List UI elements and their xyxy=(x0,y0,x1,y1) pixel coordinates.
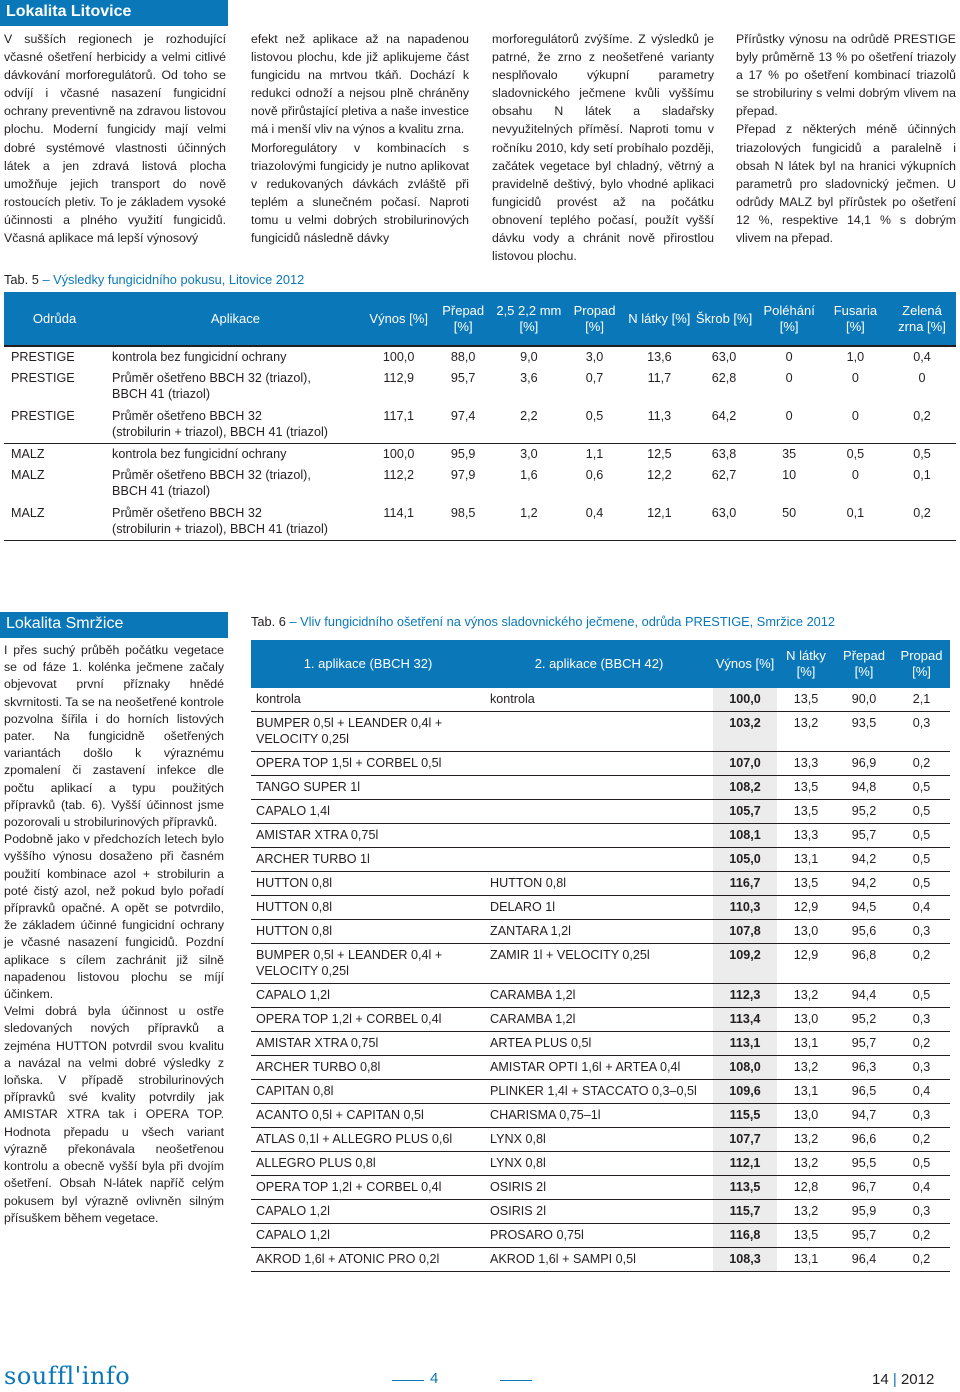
value-cell: 110,3 xyxy=(713,896,777,920)
value-cell: 0 xyxy=(785,371,793,386)
value-cell: 0,6 xyxy=(585,468,604,483)
value-cell: 117,1 xyxy=(383,408,414,423)
application-line: BBCH 41 (triazol) xyxy=(112,387,211,402)
second-application-cell: PLINKER 1,4l + STACCATO 0,3–0,5l xyxy=(485,1080,713,1104)
table-row xyxy=(251,872,950,896)
variety-cell: PRESTIGE xyxy=(4,346,105,368)
value-cell: 0,3 xyxy=(893,1104,950,1128)
value-cell: 108,2 xyxy=(713,776,777,800)
value-cell: 0,5 xyxy=(893,1152,950,1176)
value-cell: 62,8 xyxy=(711,371,737,386)
table-row xyxy=(251,1152,950,1176)
second-application-cell: AMISTAR OPTI 1,6l + ARTEA 0,4l xyxy=(485,1056,713,1080)
table-header: Zelená zrna [%] xyxy=(888,292,956,346)
value-cell: 0,4 xyxy=(893,896,950,920)
first-application-cell: AMISTAR XTRA 0,75l xyxy=(251,824,485,848)
first-application-cell: OPERA TOP 1,2l + CORBEL 0,4l xyxy=(251,1008,485,1032)
value-cell: 108,0 xyxy=(713,1056,777,1080)
value-cell: 94,7 xyxy=(835,1104,893,1128)
first-application-cell: HUTTON 0,8l xyxy=(251,872,485,896)
table-row xyxy=(251,896,950,920)
second-application-cell: OSIRIS 2l xyxy=(485,1200,713,1224)
value-cell: 0,5 xyxy=(893,848,950,872)
value-cell: 11,3 xyxy=(647,408,672,423)
value-cell: 0,2 xyxy=(888,503,956,541)
value-cell: 0 xyxy=(918,371,926,386)
value-cell: 13,3 xyxy=(777,752,835,776)
value-cell: 0,5 xyxy=(888,444,956,466)
paragraph: Velmi dobrá byla účinnost u ostře sledovaných nových přípravků a zejména HUTTON potvrdil svou kvalitu a navázal na velmi dobré výsledky z loňska. V případě strobilurinových přípravků své kvality potvrdily jak AMISTAR XTRA tak i OPERA TOP. Hodnota přepadu u všech variant výrazně překonávala neošetřenou kontrolu a obecně vyšší byla při dvojím ošetření. Obsah N-látek napříč celým pokusem byl výrazně ovlivněn silným přísuškem během vegetace. xyxy=(4,1004,224,1225)
value-cell: 0,2 xyxy=(893,752,950,776)
value-cell: 35 xyxy=(755,444,822,466)
table-header: Výnos [%] xyxy=(366,292,432,346)
value-cell: 0,5 xyxy=(585,408,604,423)
value-cell: 13,2 xyxy=(777,1152,835,1176)
value-cell: 1,2 xyxy=(495,503,563,541)
value-cell: 95,7 xyxy=(450,371,476,386)
value-cell: 100,0 xyxy=(366,444,432,466)
value-cell: 0,2 xyxy=(893,1224,950,1248)
value-cell: 1,0 xyxy=(823,346,888,368)
first-application-cell: ATLAS 0,1l + ALLEGRO PLUS 0,6l xyxy=(251,1128,485,1152)
caption-dash: – xyxy=(289,614,297,629)
first-application-cell: CAPALO 1,2l xyxy=(251,1224,485,1248)
first-application-cell: ARCHER TURBO 0,8l xyxy=(251,1056,485,1080)
table-row xyxy=(4,444,956,466)
value-cell: 13,2 xyxy=(777,984,835,1008)
value-cell: 96,4 xyxy=(835,1248,893,1272)
variety-cell: MALZ xyxy=(4,503,105,541)
second-application-cell xyxy=(485,800,713,824)
value-cell: 2,2 xyxy=(520,408,538,423)
first-application-cell: OPERA TOP 1,5l + CORBEL 0,5l xyxy=(251,752,485,776)
value-cell: 64,2 xyxy=(711,408,737,423)
value-cell: 0,3 xyxy=(893,920,950,944)
table5-caption xyxy=(4,272,304,287)
first-application-cell: ARCHER TURBO 1l xyxy=(251,848,485,872)
table-row xyxy=(251,824,950,848)
value-cell: 0 xyxy=(851,408,859,423)
application-cell xyxy=(105,465,366,502)
caption-text: Výsledky fungicidního pokusu, Litovice 2012 xyxy=(53,272,305,287)
value-cell: 109,2 xyxy=(713,944,777,984)
value-cell: 108,1 xyxy=(713,824,777,848)
value-cell: 2,1 xyxy=(893,688,950,712)
value-cell: 96,7 xyxy=(835,1176,893,1200)
value-cell: 94,4 xyxy=(835,984,893,1008)
value-cell: 113,1 xyxy=(713,1032,777,1056)
variety-cell: PRESTIGE xyxy=(11,408,75,423)
value-cell: 107,0 xyxy=(713,752,777,776)
application-line: (strobilurin + triazol), BBCH 41 (triazol) xyxy=(112,521,328,536)
value-cell: 0,2 xyxy=(913,408,931,423)
value-cell: 116,8 xyxy=(713,1224,777,1248)
second-application-cell: CARAMBA 1,2l xyxy=(485,984,713,1008)
table-header: Propad [%] xyxy=(893,640,950,688)
value-cell: 0 xyxy=(851,371,859,386)
table-header: Škrob [%] xyxy=(693,292,756,346)
value-cell: 95,6 xyxy=(835,920,893,944)
value-cell: 0,5 xyxy=(893,984,950,1008)
publisher-logo: souffl'info xyxy=(4,1362,131,1390)
value-cell: 107,8 xyxy=(713,920,777,944)
first-application-cell: AKROD 1,6l + ATONIC PRO 0,2l xyxy=(251,1248,485,1272)
value-cell: 3,0 xyxy=(495,444,563,466)
value-cell: 94,5 xyxy=(835,896,893,920)
table-row xyxy=(251,1056,950,1080)
value-cell: 95,7 xyxy=(835,824,893,848)
value-cell: 13,5 xyxy=(777,776,835,800)
issue-label: 14 | 2012 xyxy=(872,1371,935,1388)
paragraph: Morforegulátory v kombinacích s triazolovými fungicidy je nutno aplikovat v redukovaných dávkách zvláště při teplém a slunečném počasí. Naproti tomu u velmi dobrých strobilurinových fungicidů následně dávky xyxy=(251,140,469,246)
caption-text: Vliv fungicidního ošetření na výnos sladovnického ječmene, odrůda PRESTIGE, Smržice 2012 xyxy=(300,614,836,629)
value-cell: 116,7 xyxy=(713,872,777,896)
second-application-cell: CARAMBA 1,2l xyxy=(485,1008,713,1032)
first-application-cell: ACANTO 0,5l + CAPITAN 0,5l xyxy=(251,1104,485,1128)
first-application-cell: HUTTON 0,8l xyxy=(251,920,485,944)
table-header: Přepad [%] xyxy=(835,640,893,688)
table-header: 2. aplikace (BBCH 42) xyxy=(485,640,713,688)
value-cell: 0 xyxy=(851,468,859,483)
paragraph: efekt než aplikace až na napadenou listovou plochu, kde již aplikujeme část fungicidu na mrtvou tkáň. Dochází k redukci odnoží a nejsou plně chráněny nově přirůstající pletiva a naše investice má i menší vliv na výnos a kvalitu zrna. xyxy=(251,32,469,137)
page-number: 4 xyxy=(430,1370,439,1387)
second-application-cell: LYNX 0,8l xyxy=(485,1152,713,1176)
value-cell: 105,7 xyxy=(713,800,777,824)
value-cell: 90,0 xyxy=(835,688,893,712)
value-cell: 10 xyxy=(782,468,797,483)
table-row xyxy=(251,712,950,752)
paragraph: morforegulátorů zvýšíme. Z výsledků je patrné, že zrno z neošetřené varianty nesplňovalo výkupní parametry sladovnického ječmene kvůli vyššímu obsahu N látek a sladařsky nevyužitelných příměsí. Naproti tomu v ročníku 2010, kdy setí probíhalo později, začátek vegetace byl chladný, větrný a pravidelně deštivý, bylo vhodné aplikaci fungicidů provést až na počátku obnovení teplého počasí, použít vyšší dávku vody a chránit nově přirostlou listovou plochu. xyxy=(492,32,714,264)
application-cell xyxy=(105,368,366,405)
table-row xyxy=(251,1032,950,1056)
value-cell: 108,3 xyxy=(713,1248,777,1272)
value-cell: 13,1 xyxy=(777,1080,835,1104)
value-cell: 13,5 xyxy=(777,688,835,712)
table-row xyxy=(251,1104,950,1128)
table-row xyxy=(251,776,950,800)
first-application-cell: AMISTAR XTRA 0,75l xyxy=(251,1032,485,1056)
paragraph: I přes suchý průběh počátku vegetace se od fáze 1. kolénka ječmene začaly objevovat první příznaky hnědé skvrnitosti. Ta se na neošetřené kontrole pozvolna šířila i do horních listových pater. Na fungicidně ošetřených variantách došlo k výraznému zpomalení či zastavení infekce dle počtu aplikací a typu použitých přípravků (tab. 6). Vyšší účinnost jsme pozorovali u strobilurinových přípravků. xyxy=(4,643,224,830)
value-cell: 115,5 xyxy=(713,1104,777,1128)
value-cell: 95,7 xyxy=(835,1224,893,1248)
table-row xyxy=(251,1080,950,1104)
table-row xyxy=(251,984,950,1008)
value-cell: 11,7 xyxy=(647,371,672,386)
value-cell: 100,0 xyxy=(713,688,777,712)
application-line: BBCH 41 (triazol) xyxy=(112,484,211,499)
value-cell: 0,2 xyxy=(893,1248,950,1272)
value-cell: 13,2 xyxy=(777,1056,835,1080)
table-row xyxy=(251,1176,950,1200)
caption-number: Tab. 6 xyxy=(251,614,286,629)
second-application-cell: ARTEA PLUS 0,5l xyxy=(485,1032,713,1056)
value-cell: 112,3 xyxy=(713,984,777,1008)
value-cell: 95,9 xyxy=(432,444,495,466)
application-line: Průměr ošetřeno BBCH 32 xyxy=(112,408,262,423)
table-header: 1. aplikace (BBCH 32) xyxy=(251,640,485,688)
value-cell: 13,5 xyxy=(777,800,835,824)
table-row xyxy=(251,1248,950,1272)
value-cell: 88,0 xyxy=(432,346,495,368)
table-header: Aplikace xyxy=(105,292,366,346)
value-cell: 115,7 xyxy=(713,1200,777,1224)
value-cell: 0 xyxy=(785,408,793,423)
value-cell: 0,3 xyxy=(893,712,950,752)
issue-year: 2012 xyxy=(900,1371,935,1388)
paragraph: Přírůstky výnosu na odrůdě PRESTIGE byly průměrně 13 % po ošetření triazoly a 17 % po ošetření kombinací triazolů se strobiluriny s velmi dobrým vlivem na přepad. xyxy=(736,32,956,119)
divider xyxy=(500,1380,532,1381)
value-cell: 50 xyxy=(755,503,822,541)
second-application-cell: PROSARO 0,75l xyxy=(485,1224,713,1248)
value-cell: 0,5 xyxy=(893,872,950,896)
paragraph: Podobně jako v předchozích letech bylo vyššího výnosu dosaženo při časném použití kombinace azol + strobilurin a poté čistý azol, než pokud bylo pořadí přípravků opačné. A opět se potvrdilo, že základem účinné fungicidní ochrany je včasné nasazení fungicidů. Pozdní aplikace s cílem zachránit již silně napadenou listovou plochu se míjí účinkem. xyxy=(4,832,224,1002)
text-column-smrzice xyxy=(4,642,224,1227)
value-cell: 96,6 xyxy=(835,1128,893,1152)
value-cell: 0,5 xyxy=(893,824,950,848)
application-cell xyxy=(105,444,366,466)
value-cell: 12,9 xyxy=(777,944,835,984)
value-cell: 113,5 xyxy=(713,1176,777,1200)
value-cell: 0,5 xyxy=(893,800,950,824)
table-header: Fusaria [%] xyxy=(823,292,888,346)
table-header: N látky [%] xyxy=(777,640,835,688)
table-row xyxy=(251,1008,950,1032)
table-header: Výnos [%] xyxy=(713,640,777,688)
value-cell: 114,1 xyxy=(366,503,432,541)
value-cell: 13,2 xyxy=(777,1200,835,1224)
value-cell: 13,3 xyxy=(777,824,835,848)
value-cell: 0,7 xyxy=(585,371,604,386)
table-row xyxy=(251,920,950,944)
value-cell: 13,2 xyxy=(777,1128,835,1152)
value-cell: 3,6 xyxy=(520,371,538,386)
first-application-cell: CAPALO 1,4l xyxy=(251,800,485,824)
value-cell: 13,0 xyxy=(777,920,835,944)
value-cell: 95,2 xyxy=(835,1008,893,1032)
second-application-cell: kontrola xyxy=(485,688,713,712)
application-cell xyxy=(105,406,366,444)
table-row xyxy=(4,503,956,541)
value-cell: 98,5 xyxy=(432,503,495,541)
value-cell: 0,2 xyxy=(893,944,950,984)
caption-number: Tab. 5 xyxy=(4,272,39,287)
value-cell: 105,0 xyxy=(713,848,777,872)
first-application-cell: HUTTON 0,8l xyxy=(251,896,485,920)
value-cell: 1,6 xyxy=(520,468,538,483)
table-header: N látky [%] xyxy=(626,292,692,346)
value-cell: 63,8 xyxy=(693,444,756,466)
value-cell: 94,8 xyxy=(835,776,893,800)
value-cell: 13,1 xyxy=(777,1032,835,1056)
variety-cell: PRESTIGE xyxy=(11,371,75,386)
second-application-cell: HUTTON 0,8l xyxy=(485,872,713,896)
text-column-3 xyxy=(492,30,714,265)
value-cell: 112,1 xyxy=(713,1152,777,1176)
value-cell: 0,1 xyxy=(913,468,931,483)
value-cell: 94,2 xyxy=(835,848,893,872)
value-cell: 0,4 xyxy=(888,346,956,368)
paragraph: Přepad z některých méně účinných triazolových fungicidů a paralelně i obsah N látek byl na hranici výkupních parametrů pro sladovnický ječmen. U odrůdy MALZ byl přírůstek po ošetření 12 %, respektive 14,1 % s dobrým vlivem na přepad. xyxy=(736,122,956,246)
table-row xyxy=(251,800,950,824)
application-line: Průměr ošetřeno BBCH 32 (triazol), xyxy=(112,371,311,386)
text-column-4 xyxy=(736,30,956,247)
value-cell: 107,7 xyxy=(713,1128,777,1152)
second-application-cell xyxy=(485,712,713,752)
value-cell: 1,1 xyxy=(563,444,626,466)
first-application-cell: kontrola xyxy=(251,688,485,712)
value-cell: 112,9 xyxy=(383,371,414,386)
value-cell: 0 xyxy=(755,346,822,368)
application-cell xyxy=(105,503,366,541)
value-cell: 100,0 xyxy=(366,346,432,368)
second-application-cell: ZAMIR 1l + VELOCITY 0,25l xyxy=(485,944,713,984)
first-application-cell: OPERA TOP 1,2l + CORBEL 0,4l xyxy=(251,1176,485,1200)
value-cell: 0,5 xyxy=(823,444,888,466)
first-application-cell: CAPALO 1,2l xyxy=(251,984,485,1008)
value-cell: 13,1 xyxy=(777,1248,835,1272)
paragraph: V sušších regionech je rozhodující včasné ošetření herbicidy a velmi citlivé dávkování morforegulátorů. Od toho se odvíjí i včasné nasazení fungicidní ochrany preventivně na zdravou listovou plochu. Moderní fungicidy mají velmi dobré systémové vlastnosti účinných látek a jen zdravá listová plocha umožňuje jejich transport do nově rostoucích pletiv. To je základem vysoké účinnosti a plného využití fungicidů. Včasná aplikace má lepší výnosový xyxy=(4,32,226,246)
value-cell: 94,2 xyxy=(835,872,893,896)
divider xyxy=(392,1380,424,1381)
value-cell: 13,2 xyxy=(777,712,835,752)
first-application-cell: ALLEGRO PLUS 0,8l xyxy=(251,1152,485,1176)
value-cell: 12,5 xyxy=(626,444,692,466)
table-row xyxy=(251,688,950,712)
application-cell xyxy=(105,346,366,368)
value-cell: 95,2 xyxy=(835,800,893,824)
table-header: Přepad [%] xyxy=(432,292,495,346)
application-line: Průměr ošetřeno BBCH 32 xyxy=(112,505,262,520)
application-line: (strobilurin + triazol), BBCH 41 (triazol) xyxy=(112,424,328,439)
issue-number: 14 xyxy=(872,1371,889,1388)
value-cell: 109,6 xyxy=(713,1080,777,1104)
second-application-cell: AKROD 1,6l + SAMPI 0,5l xyxy=(485,1248,713,1272)
value-cell: 9,0 xyxy=(495,346,563,368)
value-cell: 0,4 xyxy=(893,1176,950,1200)
value-cell: 97,4 xyxy=(450,408,476,423)
value-cell: 62,7 xyxy=(711,468,737,483)
first-application-cell: CAPITAN 0,8l xyxy=(251,1080,485,1104)
table-row xyxy=(251,848,950,872)
value-cell: 0,4 xyxy=(893,1080,950,1104)
table-header: 2,5 2,2 mm [%] xyxy=(495,292,563,346)
table-row xyxy=(251,1200,950,1224)
value-cell: 112,2 xyxy=(383,468,414,483)
value-cell: 103,2 xyxy=(713,712,777,752)
value-cell: 95,9 xyxy=(835,1200,893,1224)
value-cell: 12,8 xyxy=(777,1176,835,1200)
second-application-cell xyxy=(485,824,713,848)
value-cell: 95,5 xyxy=(835,1152,893,1176)
value-cell: 13,5 xyxy=(777,872,835,896)
table-row xyxy=(4,346,956,368)
text-column-1 xyxy=(4,30,226,247)
second-application-cell: ZANTARA 1,2l xyxy=(485,920,713,944)
value-cell: 63,0 xyxy=(693,346,756,368)
second-application-cell: LYNX 0,8l xyxy=(485,1128,713,1152)
section-title-smrzice: Lokalita Smržice xyxy=(0,612,228,638)
value-cell: 13,0 xyxy=(777,1008,835,1032)
application-line: kontrola bez fungicidní ochrany xyxy=(112,447,287,462)
second-application-cell xyxy=(485,776,713,800)
first-application-cell: TANGO SUPER 1l xyxy=(251,776,485,800)
value-cell: 96,9 xyxy=(835,752,893,776)
value-cell: 0,3 xyxy=(893,1008,950,1032)
section-title-litovice: Lokalita Litovice xyxy=(0,0,228,26)
table-row xyxy=(251,1224,950,1248)
second-application-cell xyxy=(485,752,713,776)
value-cell: 113,4 xyxy=(713,1008,777,1032)
value-cell: 13,1 xyxy=(777,848,835,872)
table-row xyxy=(251,1128,950,1152)
first-application-cell: BUMPER 0,5l + LEANDER 0,4l + VELOCITY 0,25l xyxy=(251,944,485,984)
value-cell: 0,1 xyxy=(823,503,888,541)
value-cell: 96,5 xyxy=(835,1080,893,1104)
table-row xyxy=(4,368,956,405)
value-cell: 12,1 xyxy=(626,503,692,541)
value-cell: 95,7 xyxy=(835,1032,893,1056)
second-application-cell: CHARISMA 0,75–1l xyxy=(485,1104,713,1128)
value-cell: 3,0 xyxy=(563,346,626,368)
variety-cell: MALZ xyxy=(11,468,45,483)
value-cell: 0,5 xyxy=(893,776,950,800)
table-row xyxy=(251,944,950,984)
table-header: Poléhání [%] xyxy=(755,292,822,346)
value-cell: 93,5 xyxy=(835,712,893,752)
value-cell: 13,6 xyxy=(626,346,692,368)
second-application-cell xyxy=(485,848,713,872)
application-line: kontrola bez fungicidní ochrany xyxy=(112,350,287,364)
value-cell: 0,2 xyxy=(893,1032,950,1056)
value-cell: 0,2 xyxy=(893,1128,950,1152)
table-header: Propad [%] xyxy=(563,292,626,346)
first-application-cell: CAPALO 1,2l xyxy=(251,1200,485,1224)
caption-dash: – xyxy=(42,272,50,287)
second-application-cell: OSIRIS 2l xyxy=(485,1176,713,1200)
value-cell: 97,9 xyxy=(450,468,476,483)
table-row xyxy=(4,406,956,444)
value-cell: 63,0 xyxy=(693,503,756,541)
value-cell: 12,2 xyxy=(647,468,672,483)
value-cell: 12,9 xyxy=(777,896,835,920)
first-application-cell: BUMPER 0,5l + LEANDER 0,4l + VELOCITY 0,25l xyxy=(251,712,485,752)
table-header: Odrůda xyxy=(4,292,105,346)
value-cell: 13,0 xyxy=(777,1104,835,1128)
value-cell: 96,3 xyxy=(835,1056,893,1080)
value-cell: 13,5 xyxy=(777,1224,835,1248)
value-cell: 0,3 xyxy=(893,1056,950,1080)
value-cell: 0,4 xyxy=(563,503,626,541)
value-cell: 96,8 xyxy=(835,944,893,984)
table6-caption xyxy=(251,614,835,629)
table-row xyxy=(4,465,956,502)
value-cell: 0,3 xyxy=(893,1200,950,1224)
results-table-litovice xyxy=(4,292,956,541)
application-line: Průměr ošetřeno BBCH 32 (triazol), xyxy=(112,468,311,483)
second-application-cell: DELARO 1l xyxy=(485,896,713,920)
variety-cell: MALZ xyxy=(4,444,105,466)
table-row xyxy=(251,752,950,776)
results-table-smrzice xyxy=(251,640,950,1272)
text-column-2 xyxy=(251,30,469,247)
